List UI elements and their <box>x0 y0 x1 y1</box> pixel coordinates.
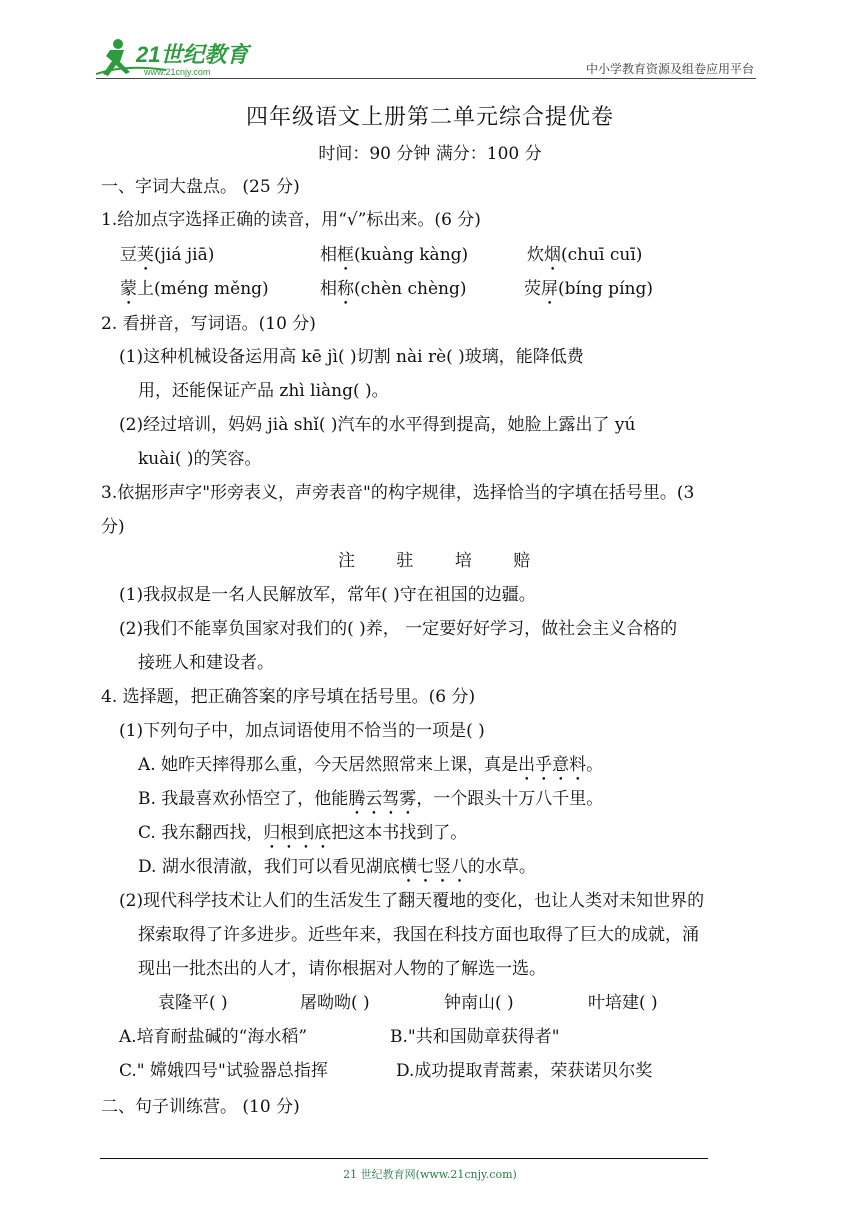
person-item: 屠呦呦( ) <box>300 993 370 1013</box>
header-divider <box>96 78 756 79</box>
char-option: 培 <box>454 551 472 571</box>
footer-text: 21 世纪教育网(www.21cnjy.com) <box>343 1168 517 1181</box>
q4-option-d: D. 湖水很清澈，我们可以看见湖底横七竖八的水草。 <box>138 857 536 877</box>
site-tagline: 中小学教育资源及组卷应用平台 <box>585 62 754 76</box>
q2-line: kuài( )的笑容。 <box>138 449 262 469</box>
q4-option-a: A. 她昨天摔得那么重，今天居然照常来上课，真是出乎意料。 <box>138 755 604 775</box>
q4-option-b: B. 我最喜欢孙悟空了，他能腾云驾雾，一个跟头十万八千里。 <box>138 789 604 809</box>
q3-prompt-cont: 分) <box>101 517 125 537</box>
char-option: 驻 <box>396 551 414 571</box>
q3-line: 接班人和建设者。 <box>138 653 274 673</box>
q1-item: 炊烟(chuī cuī) <box>527 245 643 265</box>
q2-line: (2)经过培训，妈妈 jià shǐ( )汽车的水平得到提高，她脸上露出了 yú <box>119 415 636 435</box>
logo-text: 21世纪教育 <box>136 42 249 67</box>
footer-divider <box>100 1158 708 1159</box>
q4-part2-line: (2)现代科学技术让人们的生活发生了翻天覆地的变化，也让人类对未知世界的 <box>119 891 705 911</box>
q3-line: (2)我们不能辜负国家对我们的( )养， 一定要好好学习，做社会主义合格的 <box>119 619 678 639</box>
char-option: 赔 <box>513 551 531 571</box>
choice-c: C." 嫦娥四号"试验器总指挥 <box>119 1061 328 1081</box>
char-option: 注 <box>338 551 355 571</box>
q2-line: 用，还能保证产品 zhì liàng( )。 <box>138 381 389 401</box>
person-item: 袁隆平( ) <box>158 993 228 1013</box>
q1-item: 蒙上(méng měng) <box>120 279 269 299</box>
q4-part1: (1)下列句子中，加点词语使用不恰当的一项是( ) <box>119 721 485 741</box>
section-2-heading: 二、句子训练营。 (10 分) <box>101 1097 300 1117</box>
logo-url: www.21cnjy.com <box>144 67 211 77</box>
q1-item: 豆荚(jiá jiā) <box>120 245 215 265</box>
q1-item: 相称(chèn chèng) <box>320 279 467 299</box>
q3-prompt: 3.依据形声字"形旁表义，声旁表音"的构字规律，选择恰当的字填在括号里。(3 <box>101 483 695 503</box>
q3-char-bank <box>338 550 530 572</box>
site-logo <box>96 34 266 82</box>
q4-part2-line: 探索取得了许多进步。近些年来，我国在科技方面也取得了巨大的成就，涌 <box>138 925 699 945</box>
q1-prompt: 1.给加点字选择正确的读音，用“√”标出来。(6 分) <box>101 210 481 230</box>
page-subtitle: 时间：90 分钟 满分：100 分 <box>318 144 542 164</box>
q4-prompt: 4. 选择题，把正确答案的序号填在括号里。(6 分) <box>101 687 476 707</box>
person-item: 钟南山( ) <box>444 993 514 1013</box>
q1-item: 相框(kuàng kàng) <box>320 245 469 265</box>
person-item: 叶培建( ) <box>588 993 658 1013</box>
page-title: 四年级语文上册第二单元综合提优卷 <box>245 105 614 130</box>
q3-line: (1)我叔叔是一名人民解放军，常年( )守在祖国的边疆。 <box>119 585 536 605</box>
section-1-heading: 一、字词大盘点。 (25 分) <box>101 177 300 197</box>
choice-d: D.成功提取青蒿素，荣获诺贝尔奖 <box>396 1061 653 1081</box>
q2-prompt: 2. 看拼音，写词语。(10 分) <box>101 314 316 334</box>
q2-line: (1)这种机械设备运用高 kē jì( )切割 nài rè( )玻璃，能降低费 <box>119 347 584 367</box>
q4-part2-line: 现出一批杰出的人才，请你根据对人物的了解选一选。 <box>138 959 546 979</box>
q1-item: 荧屏(bíng píng) <box>524 279 653 299</box>
q4-option-c: C. 我东翻西找，归根到底把这本书找到了。 <box>138 823 468 843</box>
choice-a: A.培育耐盐碱的“海水稻” <box>119 1027 308 1047</box>
choice-b: B."共和国勋章获得者" <box>390 1027 560 1047</box>
